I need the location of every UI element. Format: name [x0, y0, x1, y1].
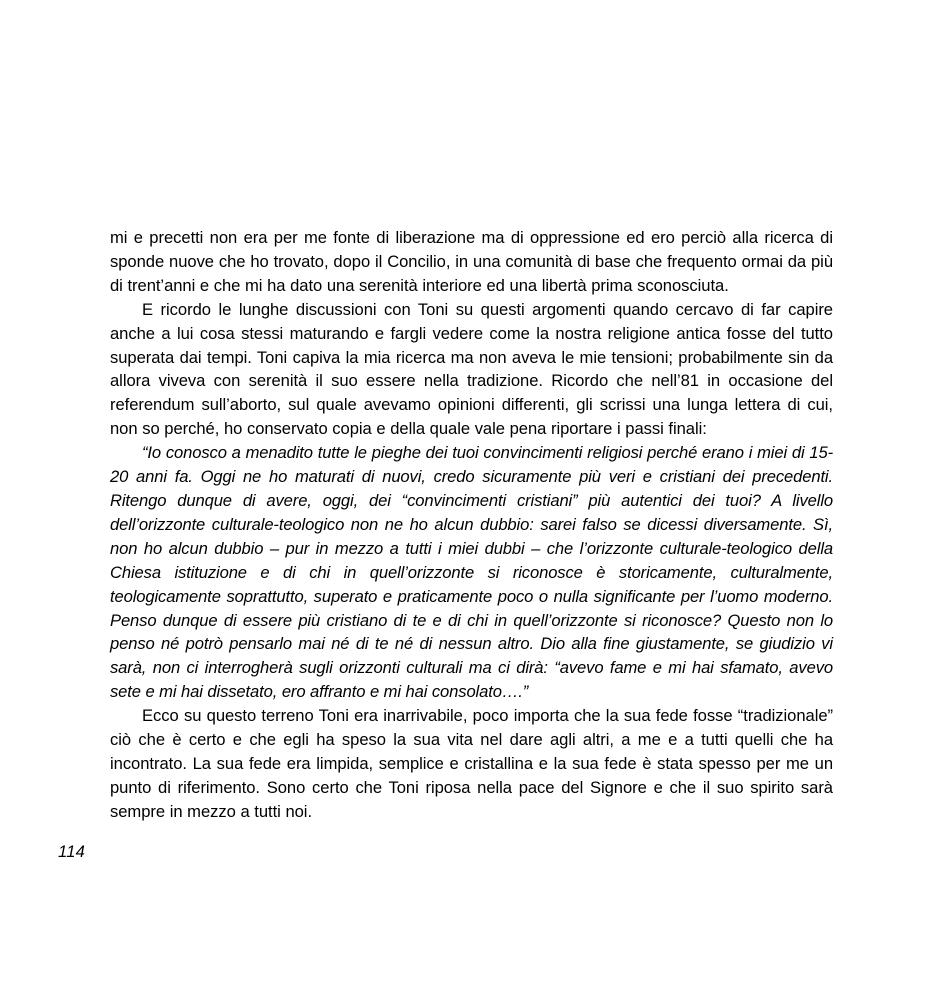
paragraph-2: E ricordo le lunghe discussioni con Toni su questi argomenti quando cercavo di far capire anche a lui cosa stessi maturando e fargli vedere come la nostra religione antica fosse del tutto superata dai tempi. Toni capiva la mia ricerca ma non aveva le mie tensioni; probabilmente sin da allora viveva con serenità il suo essere nella tradizione. Ricordo che nell’81 in occasione del referendum sull’aborto, sul quale avevamo opinioni differenti, gli scrissi una lunga lettera di cui, non so perché, ho conservato copia e della quale vale pena riportare i passi finali:	[110, 299, 833, 439]
page-number: 114	[58, 842, 86, 861]
paragraph-1: mi e precetti non era per me fonte di liberazione ma di oppressione ed ero perciò alla ricerca di sponde nuove che ho trovato, dopo il Concilio, in una comunità di base che frequento ormai da più di trent’anni e che mi ha dato una serenità interiore ed una libertà prima sconosciuta.	[110, 228, 833, 295]
text-column	[110, 226, 833, 824]
paragraph-4: Ecco su questo terreno Toni era inarrivabile, poco importa che la sua fede fosse “tradizionale” ciò che è certo e che egli ha speso la sua vita nel dare agli altri, a me e a tutti quelli che ha incontrato. La sua fede era limpida, semplice e cristallina e la sua fede è stata spesso per me un punto di riferimento. Sono certo che Toni riposa nella pace del Signore e che il suo spirito sarà sempre in mezzo a tutti noi.	[110, 706, 833, 821]
quoted-letter-excerpt: “Io conosco a menadito tutte le pieghe dei tuoi convincimenti religiosi perché erano i miei di 15-20 anni fa. Oggi ne ho maturati di nuovi, credo sicuramente più veri e cristiani dei precedenti. Ritengo dunque di avere, oggi, dei “convincimenti cristiani” più autentici dei tuoi? A livello dell’orizzonte culturale-teologico non ne ho alcun dubbio: sarei falso se dicessi diversamente. Sì, non ho alcun dubbio – pur in mezzo a tutti i miei dubbi – che l’orizzonte culturale-teologico della Chiesa istituzione e di chi in quell’orizzonte si riconosce è storicamente, culturalmente, teologicamente soprattutto, superato e praticamente poco o nulla significante per l’uomo moderno. Penso dunque di essere più cristiano di te e di chi in quell’orizzonte si riconosce? Questo non lo penso né potrò pensarlo mai né di te né di nessun altro. Dio alla fine giustamente, se giudizio vi sarà, non ci interrogherà sugli orizzonti culturali ma ci dirà: “avevo fame e mi hai sfamato, avevo sete e mi hai dissetato, ero affranto e mi hai consolato….”	[110, 443, 833, 702]
